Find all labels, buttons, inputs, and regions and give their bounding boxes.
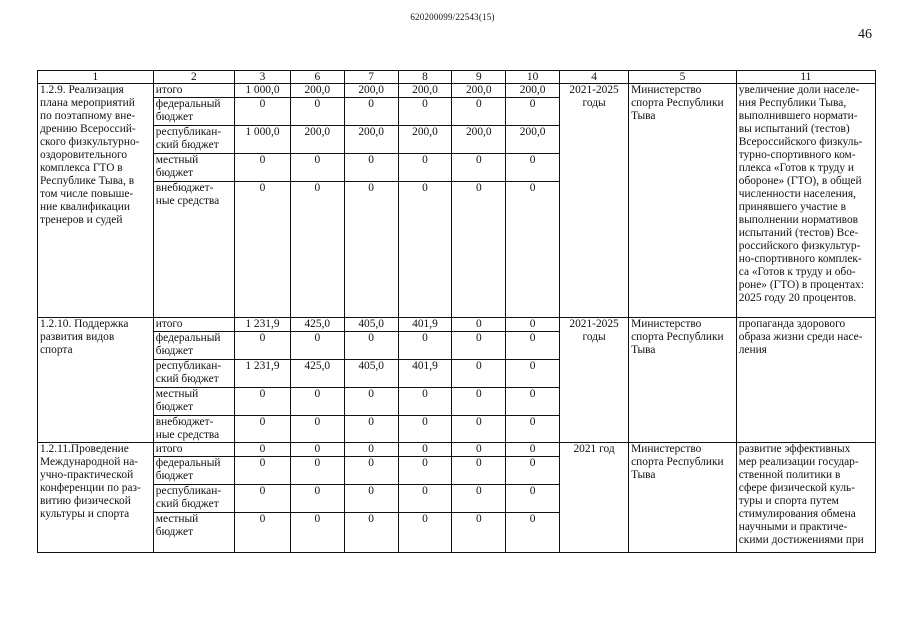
- amount-cell: 0: [290, 98, 344, 126]
- amount-cell: 200,0: [452, 126, 506, 154]
- document-id: 620200099/22543(15): [410, 12, 495, 22]
- amount-cell: 200,0: [506, 84, 560, 98]
- amount-cell: 0: [290, 416, 344, 443]
- column-header: 2: [153, 71, 234, 84]
- column-header: 9: [452, 71, 506, 84]
- amount-cell: 0: [235, 443, 291, 457]
- program-activities-table: [37, 70, 876, 553]
- column-number-row: [38, 71, 876, 84]
- amount-cell: 0: [235, 98, 291, 126]
- amount-cell: 200,0: [344, 126, 398, 154]
- column-header: 4: [560, 71, 629, 84]
- amount-cell: 0: [398, 98, 452, 126]
- amount-cell: 401,9: [398, 360, 452, 388]
- amount-cell: 200,0: [398, 84, 452, 98]
- period-cell: 2021 год: [560, 443, 629, 553]
- period-cell: 2021-2025 годы: [560, 84, 629, 318]
- amount-cell: 0: [398, 332, 452, 360]
- column-header: 7: [344, 71, 398, 84]
- amount-cell: 405,0: [344, 360, 398, 388]
- funding-source-cell: республикан- ский бюджет: [153, 360, 234, 388]
- activity-name-cell: 1.2.10. Поддержка развития видов спорта: [38, 318, 154, 443]
- amount-cell: 0: [344, 388, 398, 416]
- column-header: 3: [235, 71, 291, 84]
- executor-cell: Министерство спорта Республики Тыва: [629, 318, 737, 443]
- amount-cell: 0: [452, 457, 506, 485]
- amount-cell: 0: [235, 154, 291, 182]
- amount-cell: 0: [290, 443, 344, 457]
- amount-cell: 0: [344, 457, 398, 485]
- amount-cell: 0: [506, 388, 560, 416]
- amount-cell: 0: [506, 154, 560, 182]
- amount-cell: 200,0: [290, 84, 344, 98]
- amount-cell: 200,0: [452, 84, 506, 98]
- amount-cell: 401,9: [398, 318, 452, 332]
- amount-cell: 0: [506, 457, 560, 485]
- funding-source-cell: местный бюджет: [153, 154, 234, 182]
- amount-cell: 0: [398, 513, 452, 553]
- column-header: 5: [629, 71, 737, 84]
- funding-source-cell: федеральный бюджет: [153, 457, 234, 485]
- column-header: 8: [398, 71, 452, 84]
- amount-cell: 0: [290, 457, 344, 485]
- amount-cell: 0: [398, 388, 452, 416]
- funding-source-cell: итого: [153, 318, 234, 332]
- amount-cell: 200,0: [398, 126, 452, 154]
- amount-cell: 0: [344, 513, 398, 553]
- result-cell: увеличение доли населе- ния Республики Тыва, выполнившего нормати- вы испытаний (тестов) Всероссийского физкуль- турно-спортивного ком- плекса «Готов к труду и обороне» (ГТО), в общей численности населения, принявшего участие в выполнении нормативов испытаний (тестов) Все- российского физкультур- но-спортивного комплек- са «Готов к труду и обо- роне» (ГТО) в процентах: 2025 году 20 процентов.: [736, 84, 875, 318]
- amount-cell: 1 231,9: [235, 318, 291, 332]
- amount-cell: 0: [398, 457, 452, 485]
- amount-cell: 200,0: [290, 126, 344, 154]
- amount-cell: 0: [398, 443, 452, 457]
- amount-cell: 0: [235, 416, 291, 443]
- amount-cell: 0: [452, 513, 506, 553]
- amount-cell: 0: [452, 318, 506, 332]
- executor-cell: Министерство спорта Республики Тыва: [629, 84, 737, 318]
- amount-cell: 0: [290, 182, 344, 318]
- funding-source-cell: итого: [153, 443, 234, 457]
- funding-source-cell: местный бюджет: [153, 513, 234, 553]
- amount-cell: 0: [398, 154, 452, 182]
- column-header: 6: [290, 71, 344, 84]
- amount-cell: 0: [290, 513, 344, 553]
- table-row: [38, 318, 876, 332]
- amount-cell: 425,0: [290, 360, 344, 388]
- page-number: 46: [858, 27, 872, 42]
- amount-cell: 405,0: [344, 318, 398, 332]
- amount-cell: 0: [506, 332, 560, 360]
- amount-cell: 1 000,0: [235, 126, 291, 154]
- amount-cell: 0: [344, 443, 398, 457]
- amount-cell: 0: [398, 485, 452, 513]
- column-header: 10: [506, 71, 560, 84]
- amount-cell: 0: [344, 332, 398, 360]
- funding-source-cell: федеральный бюджет: [153, 98, 234, 126]
- column-header: 1: [38, 71, 154, 84]
- amount-cell: 0: [398, 182, 452, 318]
- amount-cell: 0: [235, 513, 291, 553]
- funding-source-cell: республикан- ский бюджет: [153, 485, 234, 513]
- amount-cell: 0: [344, 154, 398, 182]
- amount-cell: 200,0: [506, 126, 560, 154]
- amount-cell: 0: [344, 98, 398, 126]
- amount-cell: 0: [506, 182, 560, 318]
- amount-cell: 0: [452, 182, 506, 318]
- column-header: 11: [736, 71, 875, 84]
- activity-name-cell: 1.2.9. Реализация плана мероприятий по поэтапному вне- дрению Всероссий- ского физкультурно- оздоровительного комплекса ГТО в Республике Тыва, в том числе повыше- ние квалификации тренеров и судей: [38, 84, 154, 318]
- funding-source-cell: внебюджет- ные средства: [153, 416, 234, 443]
- amount-cell: 0: [452, 443, 506, 457]
- amount-cell: 0: [506, 318, 560, 332]
- amount-cell: 0: [398, 416, 452, 443]
- amount-cell: 0: [452, 154, 506, 182]
- funding-source-cell: итого: [153, 84, 234, 98]
- amount-cell: 0: [506, 485, 560, 513]
- amount-cell: 0: [452, 98, 506, 126]
- amount-cell: 0: [506, 98, 560, 126]
- amount-cell: 0: [235, 332, 291, 360]
- amount-cell: 0: [235, 388, 291, 416]
- funding-source-cell: местный бюджет: [153, 388, 234, 416]
- amount-cell: 0: [344, 182, 398, 318]
- amount-cell: 0: [506, 360, 560, 388]
- amount-cell: 0: [344, 416, 398, 443]
- amount-cell: 0: [452, 332, 506, 360]
- amount-cell: 425,0: [290, 318, 344, 332]
- amount-cell: 200,0: [344, 84, 398, 98]
- amount-cell: 0: [452, 360, 506, 388]
- table-row: [38, 443, 876, 457]
- amount-cell: 0: [290, 388, 344, 416]
- amount-cell: 0: [506, 443, 560, 457]
- amount-cell: 0: [290, 154, 344, 182]
- amount-cell: 0: [290, 485, 344, 513]
- activity-name-cell: 1.2.11.Проведение Международной на- учно-практической конференции по раз- витию физической культуры и спорта: [38, 443, 154, 553]
- funding-source-cell: федеральный бюджет: [153, 332, 234, 360]
- amount-cell: 0: [452, 388, 506, 416]
- amount-cell: 0: [506, 416, 560, 443]
- amount-cell: 1 231,9: [235, 360, 291, 388]
- amount-cell: 0: [452, 416, 506, 443]
- amount-cell: 0: [344, 485, 398, 513]
- table-row: [38, 84, 876, 98]
- amount-cell: 0: [235, 485, 291, 513]
- amount-cell: 0: [235, 457, 291, 485]
- funding-source-cell: внебюджет- ные средства: [153, 182, 234, 318]
- amount-cell: 1 000,0: [235, 84, 291, 98]
- amount-cell: 0: [506, 513, 560, 553]
- funding-source-cell: республикан- ский бюджет: [153, 126, 234, 154]
- amount-cell: 0: [452, 485, 506, 513]
- result-cell: пропаганда здорового образа жизни среди насе- ления: [736, 318, 875, 443]
- executor-cell: Министерство спорта Республики Тыва: [629, 443, 737, 553]
- period-cell: 2021-2025 годы: [560, 318, 629, 443]
- amount-cell: 0: [290, 332, 344, 360]
- result-cell: развитие эффективных мер реализации государ- ственной политики в сфере физической куль- туры и спорта путем стимулирования обмена научными и практиче- скими достижениями при: [736, 443, 875, 553]
- amount-cell: 0: [235, 182, 291, 318]
